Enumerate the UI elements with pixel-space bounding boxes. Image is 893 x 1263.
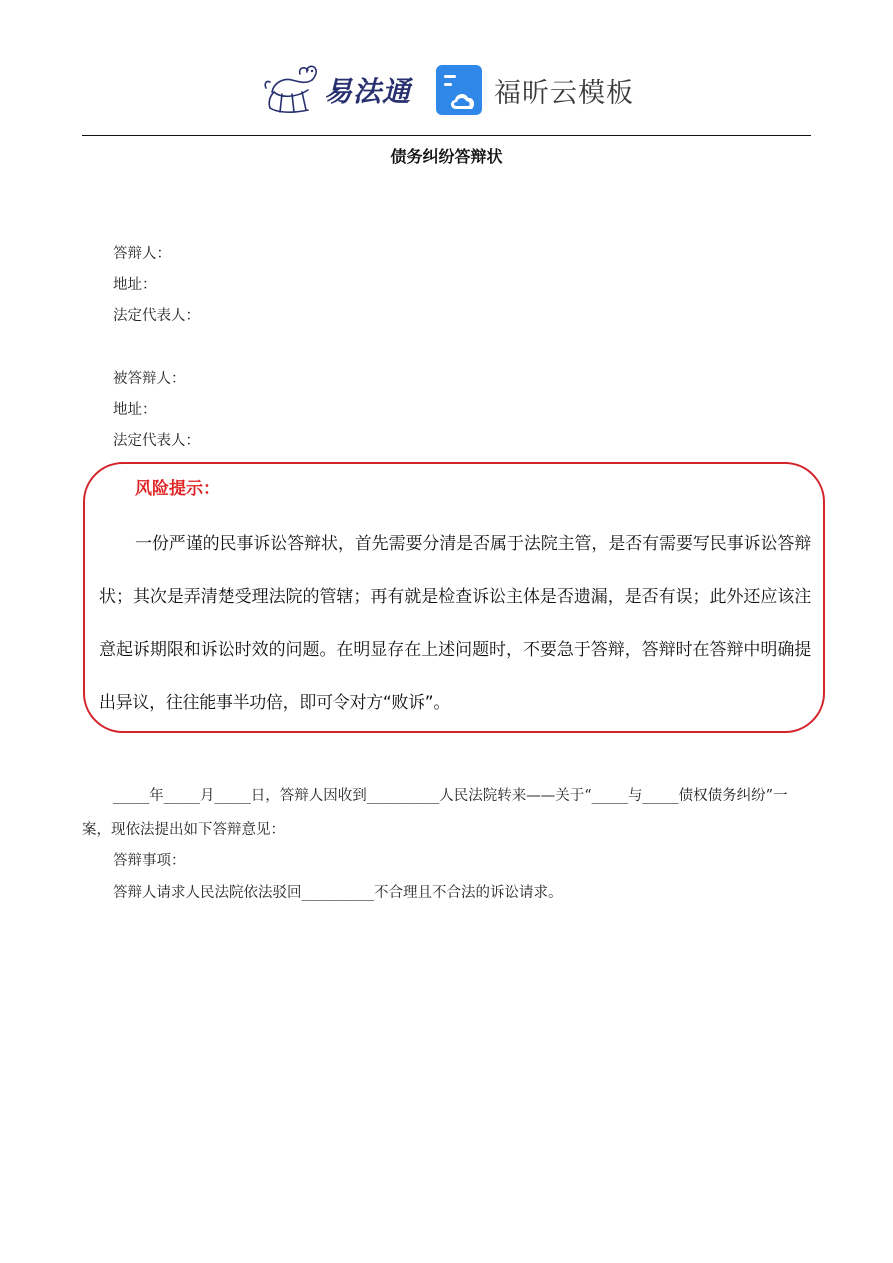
risk-tip-body: 一份严谨的民事诉讼答辩状，首先需要分清是否属于法院主管，是否有需要写民事诉讼答辩状；其次是弄清楚受理法院的管辖；再有就是检查诉讼主体是否遗漏，是否有误；此外还应该注意起诉期限和诉讼时效的问题。在明显存在上述问题时，不要急于答辩，答辩时在答辩中明确提出异议，往往能事半功倍，即可令对方“败诉”。 xyxy=(99,534,811,713)
defense-request-text: 答辩人请求人民法院依法驳回__________不合理且不合法的诉讼请求。 xyxy=(113,885,563,901)
foxit-cloud-logo xyxy=(436,65,634,115)
plaintiff-representative-label: 法定代表人： xyxy=(113,433,200,449)
intro-paragraph: _____年_____月_____日，答辩人因收到__________人民法院转来——关于“_____与_____债权债务纠纷”一案，现依法提出如下答辩意见： xyxy=(82,788,788,838)
respondent-label: 答辩人： xyxy=(113,246,171,262)
header-divider xyxy=(82,135,811,136)
qilin-icon xyxy=(262,62,322,118)
foxit-cloud-brand-text: 福昕云模板 xyxy=(494,77,634,109)
plaintiff-address-label: 地址： xyxy=(113,402,157,418)
yifatong-logo xyxy=(262,62,411,118)
yifatong-brand-text: 易法通 xyxy=(324,75,412,108)
page-header xyxy=(0,60,893,122)
risk-tip-title: 风险提示： xyxy=(135,479,220,499)
risk-tip-box xyxy=(83,462,825,733)
respondent-representative-label: 法定代表人： xyxy=(113,308,200,324)
defense-matters-label: 答辩事项： xyxy=(113,853,186,869)
respondent-address-label: 地址： xyxy=(113,277,157,293)
foxit-cloud-icon xyxy=(436,65,484,115)
plaintiff-label: 被答辩人： xyxy=(113,371,186,387)
document-title: 债务纠纷答辩状 xyxy=(390,147,503,166)
